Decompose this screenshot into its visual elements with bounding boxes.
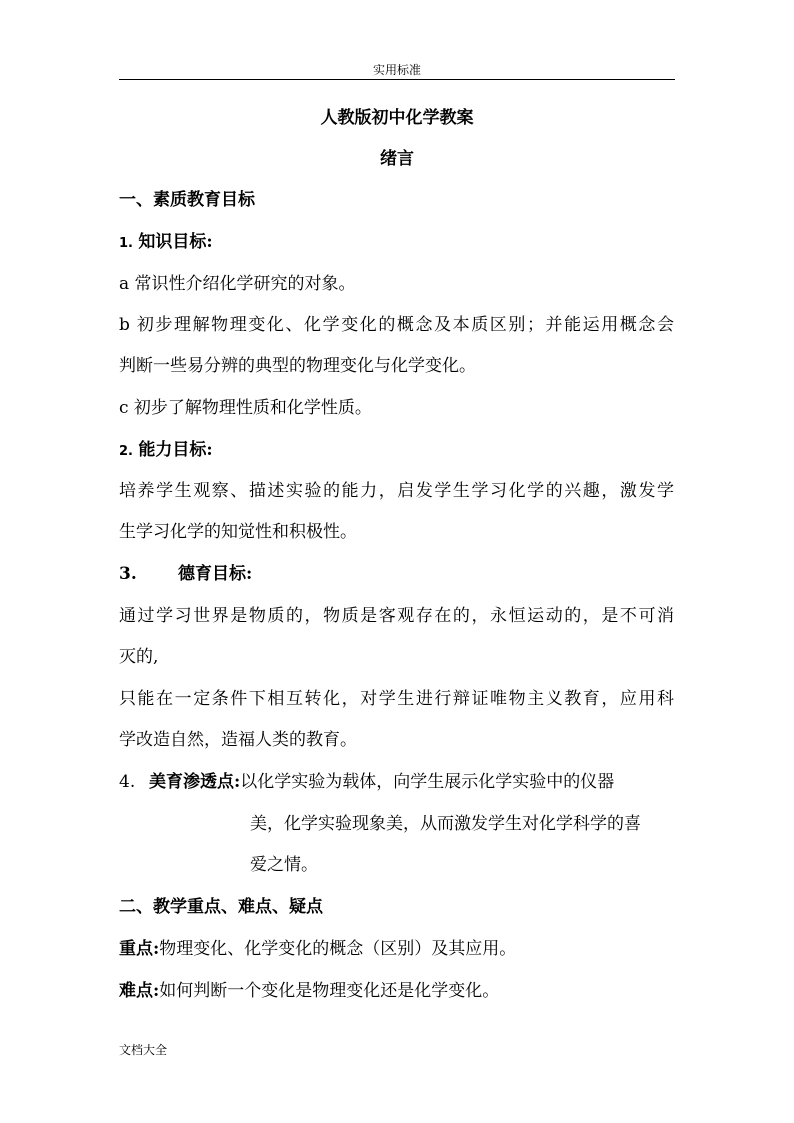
aesthetic-number: 4. [119, 772, 136, 792]
difficult-point [119, 979, 679, 1003]
moral-number: 3. [119, 564, 137, 584]
ability-heading [119, 438, 679, 464]
ability-text-line2: 生学习化学的知觉性和积极性。 [119, 522, 357, 542]
difficult-point-label: 难点: [119, 981, 160, 1001]
key-point-label: 重点: [119, 939, 160, 959]
moral-heading [119, 562, 679, 586]
difficult-point-text: 如何判断一个变化是物理变化还是化学变化。 [159, 981, 500, 1001]
knowledge-label: 知识目标: [138, 232, 213, 252]
moral-text-line1: 通过学习世界是物质的，物质是客观存在的，永恒运动的，是不可消 [119, 606, 674, 626]
ability-label: 能力目标: [138, 440, 213, 460]
moral-text-line4: 学改造自然，造福人类的教育。 [119, 730, 357, 750]
header-divider [119, 79, 675, 80]
aesthetic-paragraph [119, 770, 679, 794]
section-heading-focus: 二、教学重点、难点、疑点 [119, 897, 323, 917]
knowledge-item-b-line2: 判断一些易分辨的典型的物理变化与化学变化。 [119, 356, 476, 376]
page-header: 实用标准 [372, 63, 421, 77]
aesthetic-text-line3: 爱之情。 [250, 855, 318, 875]
ability-text-line1: 培养学生观察、描述实验的能力，启发学生学习化学的兴趣，激发学 [119, 481, 674, 501]
knowledge-item-c: c 初步了解物理性质和化学性质。 [119, 398, 372, 418]
document-subtitle: 绪言 [380, 149, 414, 169]
section-heading-goals: 一、素质教育目标 [119, 190, 255, 210]
aesthetic-text-line2: 美，化学实验现象美，从而激发学生对化学科学的喜 [250, 814, 641, 834]
knowledge-heading [119, 230, 679, 256]
key-point [119, 937, 679, 961]
knowledge-number: 1. [119, 236, 133, 251]
knowledge-item-a: a 常识性介绍化学研究的对象。 [119, 274, 356, 294]
knowledge-item-b-line1: b 初步理解物理变化、化学变化的概念及本质区别；并能运用概念会 [119, 315, 674, 335]
aesthetic-text-line1: 以化学实验为载体，向学生展示化学实验中的仪器 [240, 772, 615, 792]
document-title: 人教版初中化学教案 [320, 108, 474, 128]
page-footer: 文档大全 [119, 1043, 168, 1057]
moral-label: 德育目标: [178, 564, 253, 584]
moral-text-line2: 灭的, [119, 647, 159, 667]
ability-number: 2. [119, 444, 133, 459]
moral-text-line3: 只能在一定条件下相互转化，对学生进行辩证唯物主义教育，应用科 [119, 689, 674, 709]
aesthetic-label: 美育渗透点: [149, 772, 241, 792]
key-point-text: 物理变化、化学变化的概念（区别）及其应用。 [159, 939, 517, 959]
